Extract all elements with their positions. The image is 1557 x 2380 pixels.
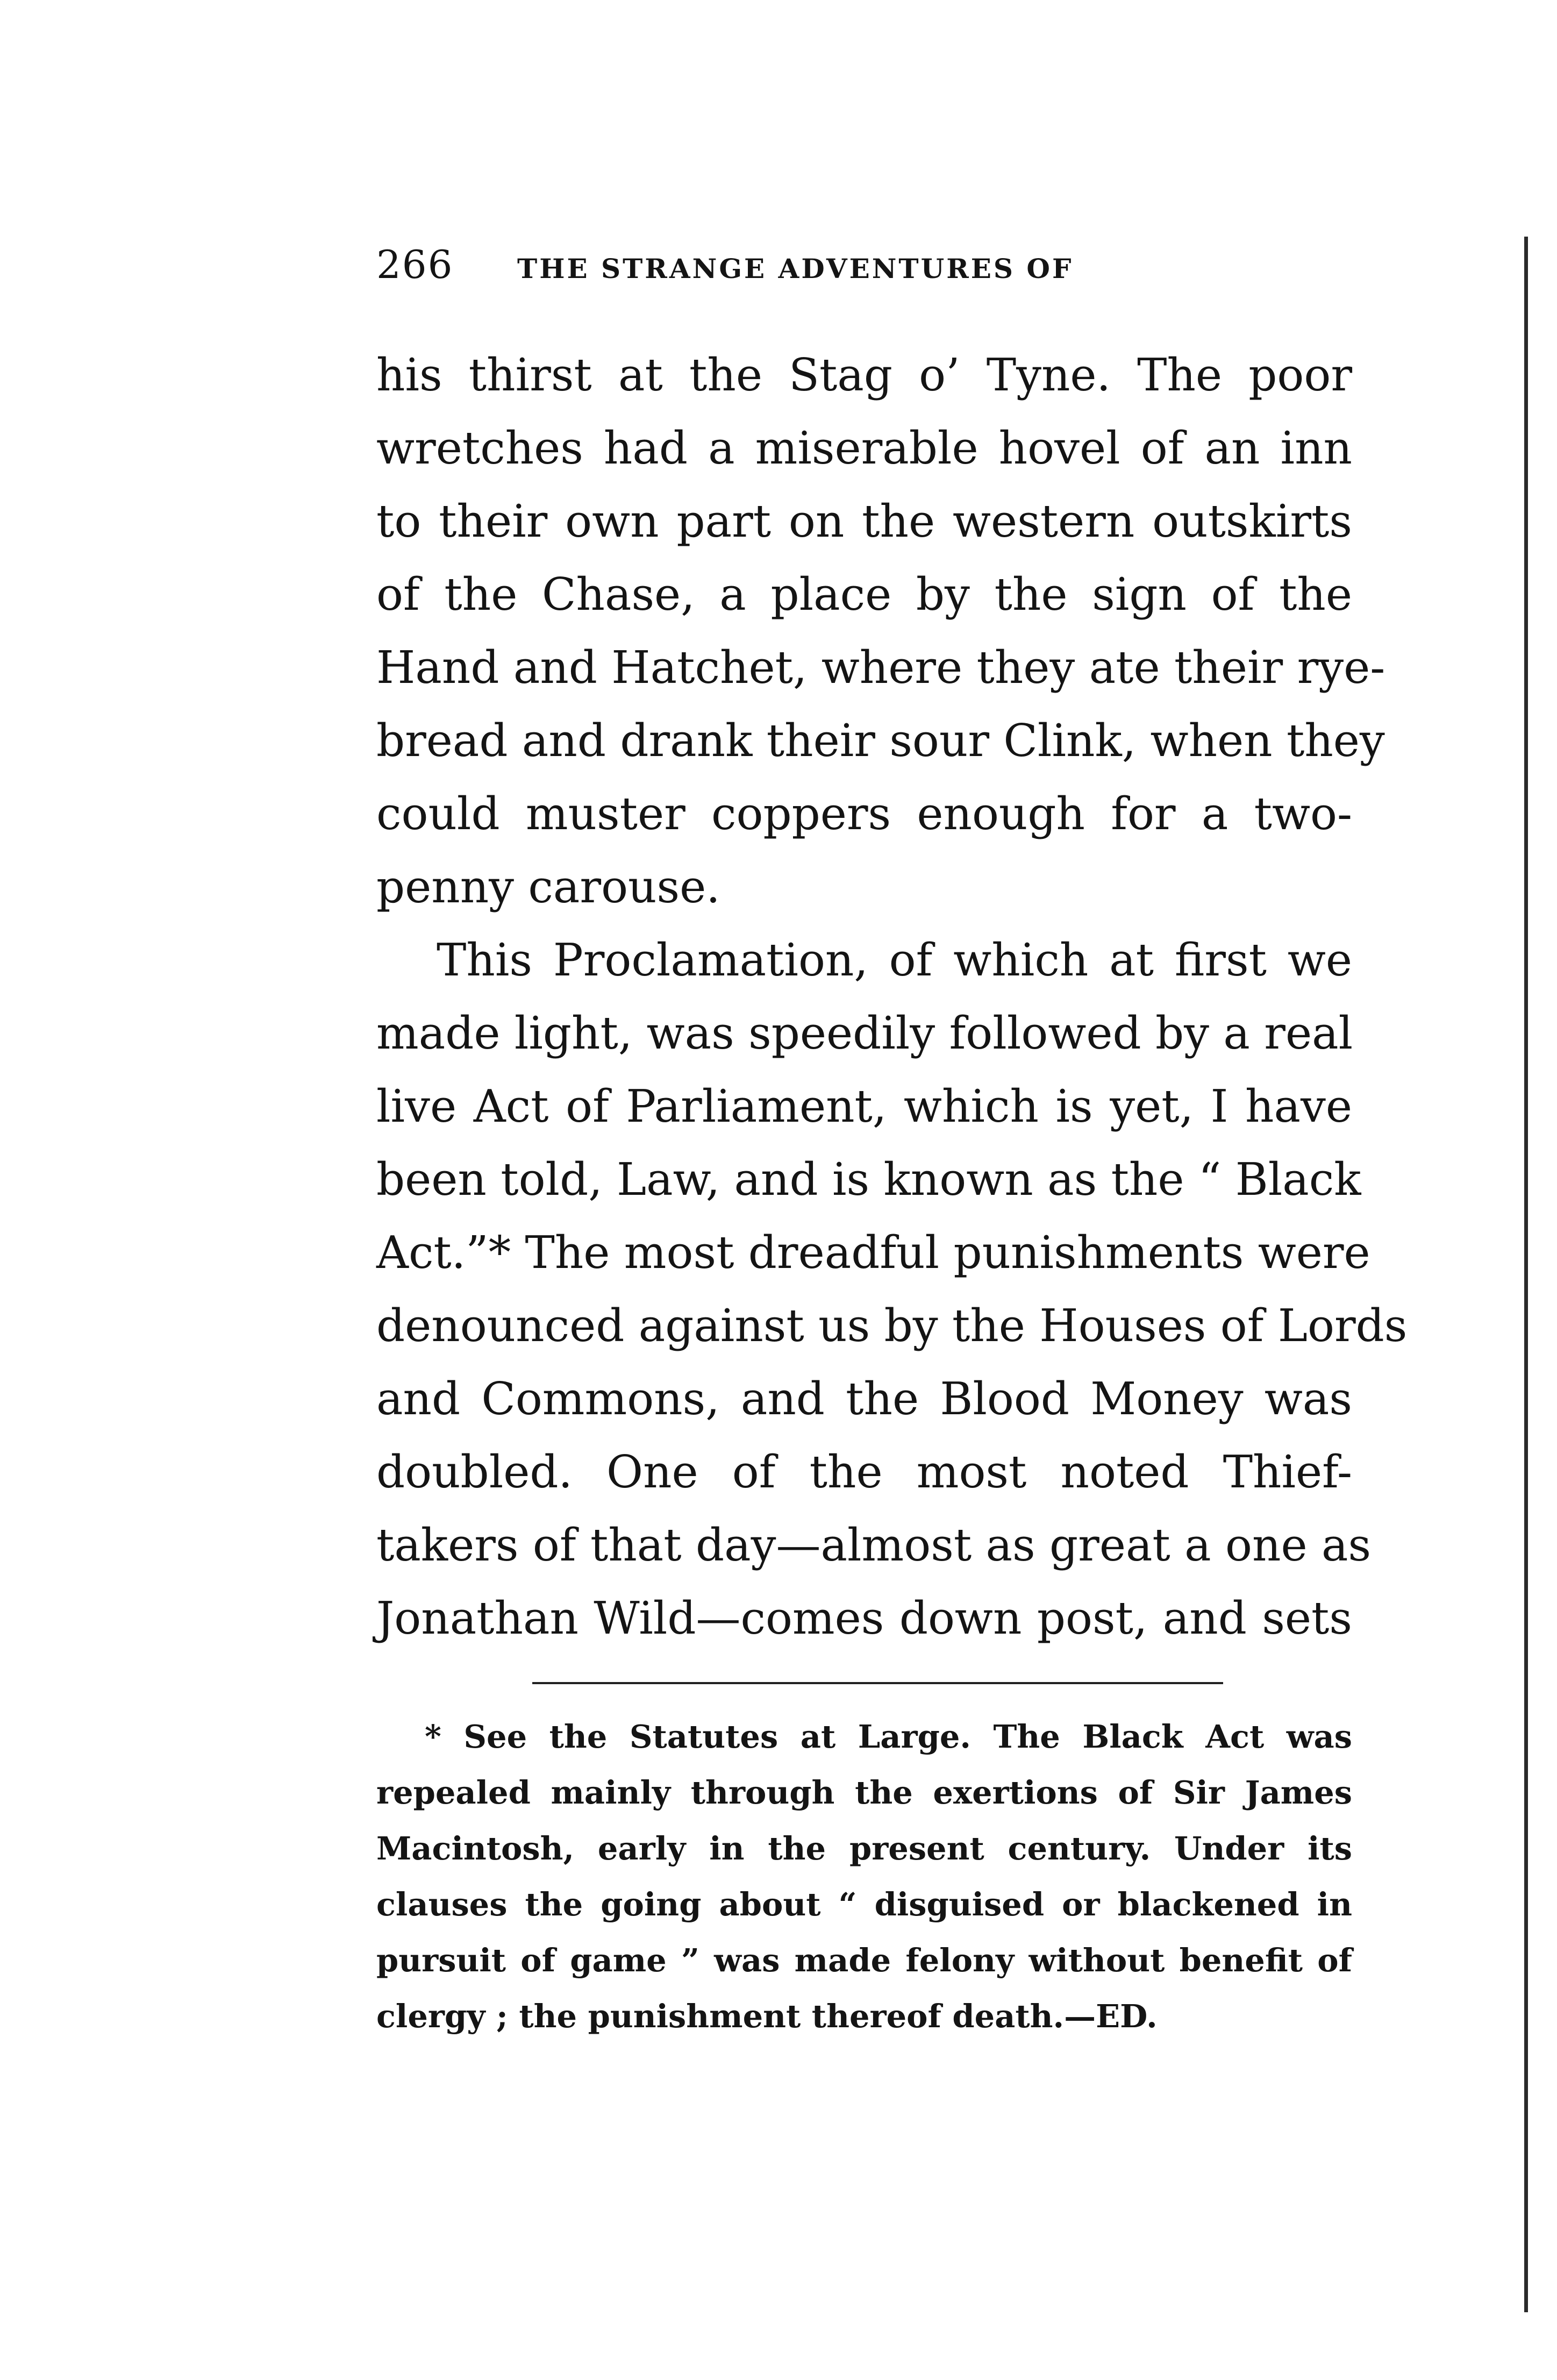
text-line: wretches had a miserable hovel of an inn <box>376 422 1352 474</box>
footnote-divider <box>532 1682 1223 1684</box>
text-line: penny carouse. <box>376 861 720 913</box>
text-line: Hand and Hatchet, where they ate their rye- <box>376 642 1385 694</box>
page-number: 266 <box>376 242 454 287</box>
text-line: could muster coppers enough for a two- <box>376 788 1352 840</box>
text-line: takers of that day—almost as great a one as <box>376 1519 1372 1571</box>
text-line: been told, Law, and is known as the “ Black <box>376 1153 1361 1206</box>
text-line: doubled. One of the most noted Thief- <box>376 1446 1352 1498</box>
text-line: of the Chase, a place by the sign of the <box>376 568 1352 621</box>
footnote-line: repealed mainly through the exertions of Sir James <box>376 1774 1352 1811</box>
page-header <box>376 242 1344 301</box>
main-text <box>376 339 1408 1655</box>
footnote-line: clauses the going about “ disguised or blackened in <box>376 1886 1352 1923</box>
text-line: Jonathan Wild—comes down post, and sets <box>376 1592 1352 1644</box>
running-title: THE STRANGE ADVENTURES OF <box>517 253 1074 284</box>
footnote-line: Macintosh, early in the present century. Under its <box>376 1830 1352 1867</box>
footnote <box>376 1709 1352 2044</box>
footnote-line: clergy ; the punishment thereof death.—ED. <box>376 1998 1158 2035</box>
text-line: and Commons, and the Blood Money was <box>376 1373 1352 1425</box>
text-line: live Act of Parliament, which is yet, I have <box>376 1080 1352 1132</box>
text-line: to their own part on the western outskirts <box>376 495 1352 547</box>
text-line: This Proclamation, of which at first we <box>437 934 1352 986</box>
text-line: Act.”* The most dreadful punishments were <box>376 1227 1370 1279</box>
footnote-line: pursuit of game ” was made felony without benefit of <box>376 1942 1352 1979</box>
footnote-line: * See the Statutes at Large. The Black Act was <box>425 1718 1352 1755</box>
text-line: denounced against us by the Houses of Lords <box>376 1300 1408 1352</box>
text-line: made light, was speedily followed by a real <box>376 1007 1353 1059</box>
text-line: bread and drank their sour Clink, when they <box>376 715 1385 767</box>
right-edge-shadow <box>1524 237 1528 2312</box>
text-line: his thirst at the Stag o’ Tyne. The poor <box>376 349 1352 401</box>
